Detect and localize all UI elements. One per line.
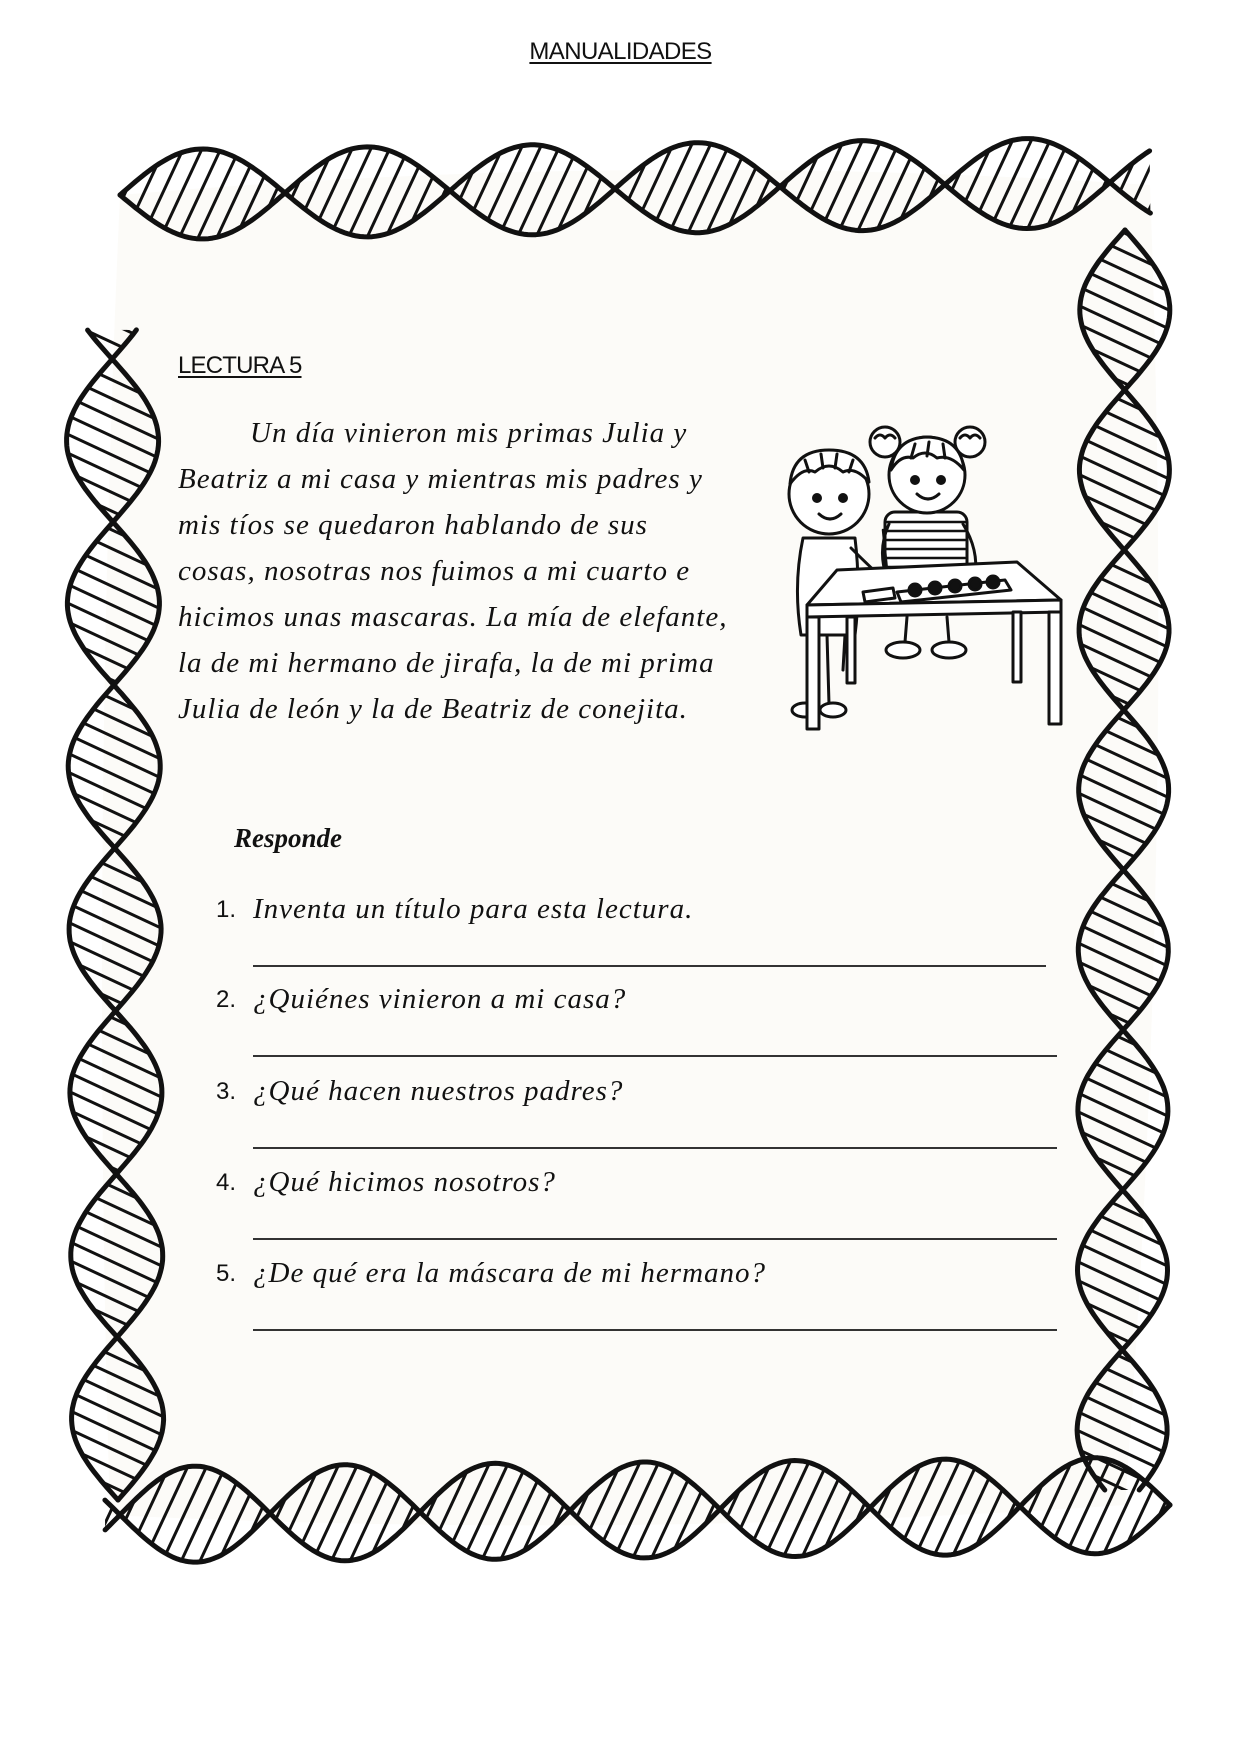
question-text: ¿De qué era la máscara de mi hermano? [253, 1257, 767, 1289]
reading-line: hicimos unas mascaras. La mía de elefante, [178, 601, 728, 633]
question-item [0, 889, 1241, 979]
page-header-title: MANUALIDADES [529, 38, 712, 65]
reading-line: la de mi hermano de jirafa, la de mi prima [178, 647, 715, 679]
question-text: ¿Quiénes vinieron a mi casa? [253, 983, 627, 1015]
answer-line [253, 965, 1046, 967]
question-number: 1. [216, 896, 237, 923]
question-text: ¿Qué hicimos nosotros? [253, 1166, 556, 1198]
question-number: 2. [216, 986, 237, 1013]
answer-line [253, 1329, 1057, 1331]
paper-sheet [863, 588, 895, 602]
answer-line [253, 1238, 1057, 1240]
reading-paragraph [178, 410, 748, 732]
answer-line [253, 1147, 1057, 1149]
reading-title: LECTURA 5 [178, 352, 302, 379]
question-item [0, 979, 1241, 1069]
reading-line: cosas, nosotras nos fuimos a mi cuarto e [178, 555, 691, 587]
question-number: 4. [216, 1169, 237, 1196]
answer-line [253, 1055, 1057, 1057]
reading-line: mis tíos se quedaron hablando de sus [178, 509, 648, 541]
question-text: ¿Qué hacen nuestros padres? [253, 1075, 624, 1107]
reading-line: Julia de león y la de Beatriz de conejita. [178, 693, 688, 725]
question-item [0, 1253, 1241, 1343]
girl-figure [870, 427, 985, 580]
question-text: Inventa un título para esta lectura. [253, 893, 694, 925]
question-number: 5. [216, 1260, 237, 1287]
question-item [0, 1071, 1241, 1161]
question-number: 3. [216, 1078, 237, 1105]
children-making-masks-illustration [765, 420, 1065, 740]
reading-line: Beatriz a mi casa y mientras mis padres y [178, 463, 703, 495]
responde-heading: Responde [234, 823, 342, 853]
question-item [0, 1162, 1241, 1252]
reading-line: Un día vinieron mis primas Julia y [250, 417, 688, 449]
